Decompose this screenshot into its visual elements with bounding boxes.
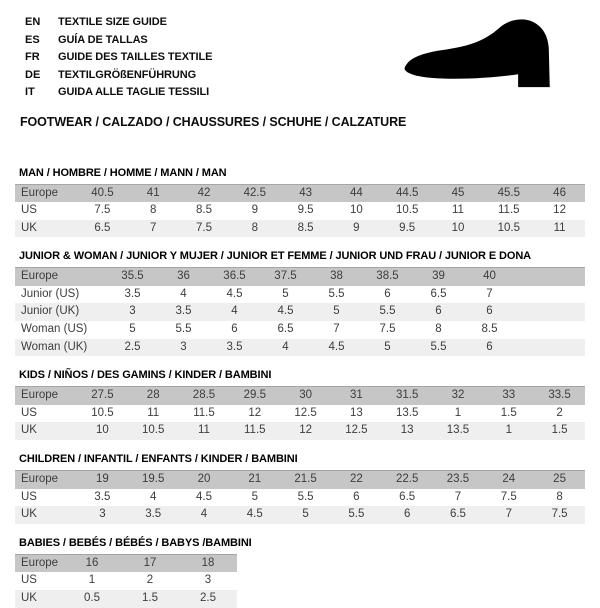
row-label: UK [21,221,37,234]
size-value: 40 [483,270,496,283]
size-value: 3.5 [94,490,111,503]
row-label: Europe [21,270,59,283]
size-value: 19 [96,473,109,486]
table-row [15,590,237,608]
section-man [15,167,600,238]
size-value: 7 [333,323,340,336]
size-value: 13 [349,406,363,419]
section-title: MAN / HOMBRE / HOMME / MANN / MAN [19,166,227,179]
size-value: 9.5 [399,221,416,234]
table-row [15,339,585,357]
size-value: 4.5 [328,340,345,353]
size-value: 5 [333,305,340,318]
size-value: 12.5 [294,406,317,419]
size-value: 4 [231,305,238,318]
size-value: 10 [349,204,363,217]
table-row [15,555,237,573]
size-value: 5.5 [328,287,345,300]
language-title: GUIDE DES TAILLES TEXTILE [58,51,213,63]
size-value: 13 [400,424,414,437]
size-value: 6 [353,490,360,503]
size-value: 4 [149,490,157,503]
size-value: 2 [146,574,154,587]
size-value: 1 [505,424,512,437]
size-value: 3.5 [124,287,141,300]
row-label: Europe [21,186,59,199]
size-value: 8 [435,323,442,336]
row-label: Europe [21,473,59,486]
size-table-kids [15,386,585,440]
language-code: EN [25,16,41,28]
size-value: 8 [149,204,157,217]
size-value: 20 [197,473,211,486]
size-value: 21.5 [294,473,317,486]
size-value: 27.5 [91,389,114,402]
size-value: 6 [403,508,411,521]
size-value: 33 [502,389,516,402]
size-value: 3.5 [175,305,192,318]
table-row [15,303,585,321]
size-value: 44 [349,186,363,199]
size-value: 33.5 [548,389,571,402]
language-title: GUIDA ALLE TAGLIE TESSILI [58,86,210,98]
size-table-junior-woman [15,267,585,356]
size-value: 6.5 [449,508,466,521]
row-label: Junior (UK) [21,305,80,318]
table-row [15,268,585,286]
size-value: 30 [299,389,312,402]
size-value: 5 [282,287,289,300]
size-value: 6.5 [94,221,111,234]
size-value: 7.5 [379,323,396,336]
size-value: 9 [251,204,258,217]
size-value: 19.5 [142,473,165,486]
size-value: 43 [299,186,312,199]
table-row [15,422,585,440]
size-value: 35.5 [121,270,144,283]
size-value: 17 [143,556,157,569]
row-label: UK [21,592,37,604]
table-row [15,387,585,405]
size-value: 10.5 [497,221,520,234]
table-row [15,220,585,238]
row-label: Woman (US) [21,323,88,336]
size-value: 13.5 [446,424,470,437]
size-value: 11 [553,221,566,234]
language-code: FR [25,51,40,63]
table-row [15,286,585,304]
size-value: 42.5 [243,186,266,199]
size-value: 1 [454,406,462,419]
size-value: 0.5 [84,592,100,604]
size-table-man [15,184,585,238]
size-value: 12.5 [345,424,368,437]
size-value: 6 [384,287,391,300]
table-row [15,471,585,489]
size-value: 45.5 [497,186,520,199]
size-value: 1.5 [551,424,568,437]
size-value: 10 [451,221,465,234]
size-value: 8.5 [195,204,212,217]
row-label: Europe [21,556,59,569]
size-value: 16 [85,556,99,569]
size-value: 38 [330,270,343,283]
size-value: 38.5 [376,270,399,283]
size-value: 6 [231,323,238,336]
size-value: 3.5 [226,340,243,353]
size-value: 7 [505,508,512,521]
size-value: 36.5 [223,270,246,283]
size-value: 10.5 [142,424,165,437]
size-value: 41 [146,186,160,199]
size-value: 5.5 [348,508,365,521]
size-value: 5 [384,340,391,353]
size-value: 37.5 [274,270,297,283]
size-value: 12 [299,424,312,437]
size-value: 3 [180,340,187,353]
size-value: 7.5 [500,490,517,503]
size-value: 28.5 [192,389,216,402]
size-value: 3 [204,574,212,587]
size-value: 2.5 [200,592,216,604]
size-value: 5.5 [430,340,447,353]
size-value: 29.5 [243,389,266,402]
size-value: 32 [451,389,465,402]
size-value: 5 [251,490,258,503]
size-value: 11 [198,424,210,437]
size-value: 5 [302,508,309,521]
size-value: 5.5 [379,305,396,318]
section-babies [15,537,600,608]
size-value: 10.5 [91,406,114,419]
size-value: 8.5 [481,323,498,336]
size-value: 45 [451,186,465,199]
table-row [15,489,585,507]
section-title: CHILDREN / INFANTIL / ENFANTS / KINDER / BAMBINI [19,453,298,466]
table-row [15,572,237,590]
size-value: 25 [553,473,566,486]
table-row [15,185,585,203]
size-value: 8 [251,221,258,234]
size-value: 3.5 [145,508,162,521]
size-value: 4.5 [226,287,243,300]
size-value: 5.5 [175,323,192,336]
size-value: 40.5 [91,186,114,199]
size-value: 18 [201,556,215,569]
size-value: 11.5 [193,406,215,419]
size-value: 6.5 [399,490,416,503]
table-row [15,321,585,339]
size-value: 12 [248,406,262,419]
section-title: KIDS / NIÑOS / DES GAMINS / KINDER / BAMBINI [19,369,272,382]
size-value: 6.5 [277,323,294,336]
row-label: US [21,574,37,587]
size-value: 44.5 [395,186,419,199]
size-value: 31 [349,389,363,402]
size-value: 11 [147,406,160,419]
size-value: 39 [432,270,445,283]
size-value: 7.5 [551,508,568,521]
row-label: US [21,490,37,503]
table-row [15,405,585,423]
language-code: ES [25,33,40,46]
size-value: 2 [556,406,563,419]
size-value: 23.5 [446,473,470,486]
size-value: 21 [248,473,262,486]
section-children [15,453,600,524]
section-title: BABIES / BEBÉS / BÉBÉS / BABYS /BAMBINI [19,536,252,549]
size-value: 11 [452,204,464,217]
size-value: 10 [96,424,109,437]
size-value: 7 [486,287,493,300]
size-value: 9 [353,221,360,234]
size-value: 1 [88,574,96,587]
section-kids [15,369,600,440]
size-value: 3 [99,508,106,521]
language-title: TEXTILE SIZE GUIDE [58,16,167,28]
size-value: 42 [197,186,211,199]
size-value: 31.5 [395,389,419,402]
row-label: UK [21,508,37,521]
size-value: 6.5 [430,287,447,300]
size-value: 4 [200,508,208,521]
size-value: 7 [149,221,157,234]
section-title: JUNIOR & WOMAN / JUNIOR Y MUJER / JUNIOR ET FEMME / JUNIOR UND FRAU / JUNIOR E DONA [19,250,532,263]
row-label: Woman (UK) [21,340,88,353]
size-value: 28 [146,389,160,402]
table-row [15,506,585,524]
language-title: GUÍA DE TALLAS [58,33,148,46]
table-row [15,202,585,220]
size-value: 46 [553,186,566,199]
row-label: US [21,406,37,419]
size-value: 4.5 [246,508,263,521]
size-table-children [15,470,585,524]
shoe-icon [398,14,576,98]
size-value: 5 [129,323,136,336]
size-value: 10.5 [395,204,419,217]
size-value: 11.5 [498,204,520,217]
size-value: 6 [435,305,442,318]
size-value: 22.5 [395,473,419,486]
size-value: 6 [486,340,493,353]
language-code: IT [25,86,35,98]
size-value: 1.5 [500,406,517,419]
size-value: 7 [454,490,462,503]
size-value: 5.5 [297,490,314,503]
size-value: 2.5 [124,340,141,353]
size-value: 4 [282,340,289,353]
category-title: FOOTWEAR / CALZADO / CHAUSSURES / SCHUHE / CALZATURE [20,114,407,129]
size-tables [15,167,600,608]
size-value: 36 [177,270,190,283]
size-value: 3 [129,305,136,318]
size-value: 4.5 [195,490,212,503]
row-label: UK [21,424,37,437]
language-title: TEXTILGRÖßENFÜHRUNG [58,68,197,81]
size-value: 22 [349,473,363,486]
size-value: 13.5 [395,406,419,419]
row-label: Europe [21,389,59,402]
size-value: 4 [180,287,187,300]
row-label: Junior (US) [21,287,80,300]
size-value: 7.5 [94,204,111,217]
size-value: 11.5 [244,424,266,437]
size-value: 8 [556,490,563,503]
section-junior-woman [15,250,600,356]
row-label: US [21,204,37,217]
size-value: 4.5 [277,305,294,318]
size-value: 8.5 [297,221,314,234]
size-value: 9.5 [297,204,314,217]
language-code: DE [25,68,41,81]
size-value: 6 [486,305,493,318]
size-value: 24 [502,473,516,486]
size-value: 1.5 [142,592,158,604]
size-value: 12 [553,204,566,217]
size-value: 7.5 [195,221,212,234]
